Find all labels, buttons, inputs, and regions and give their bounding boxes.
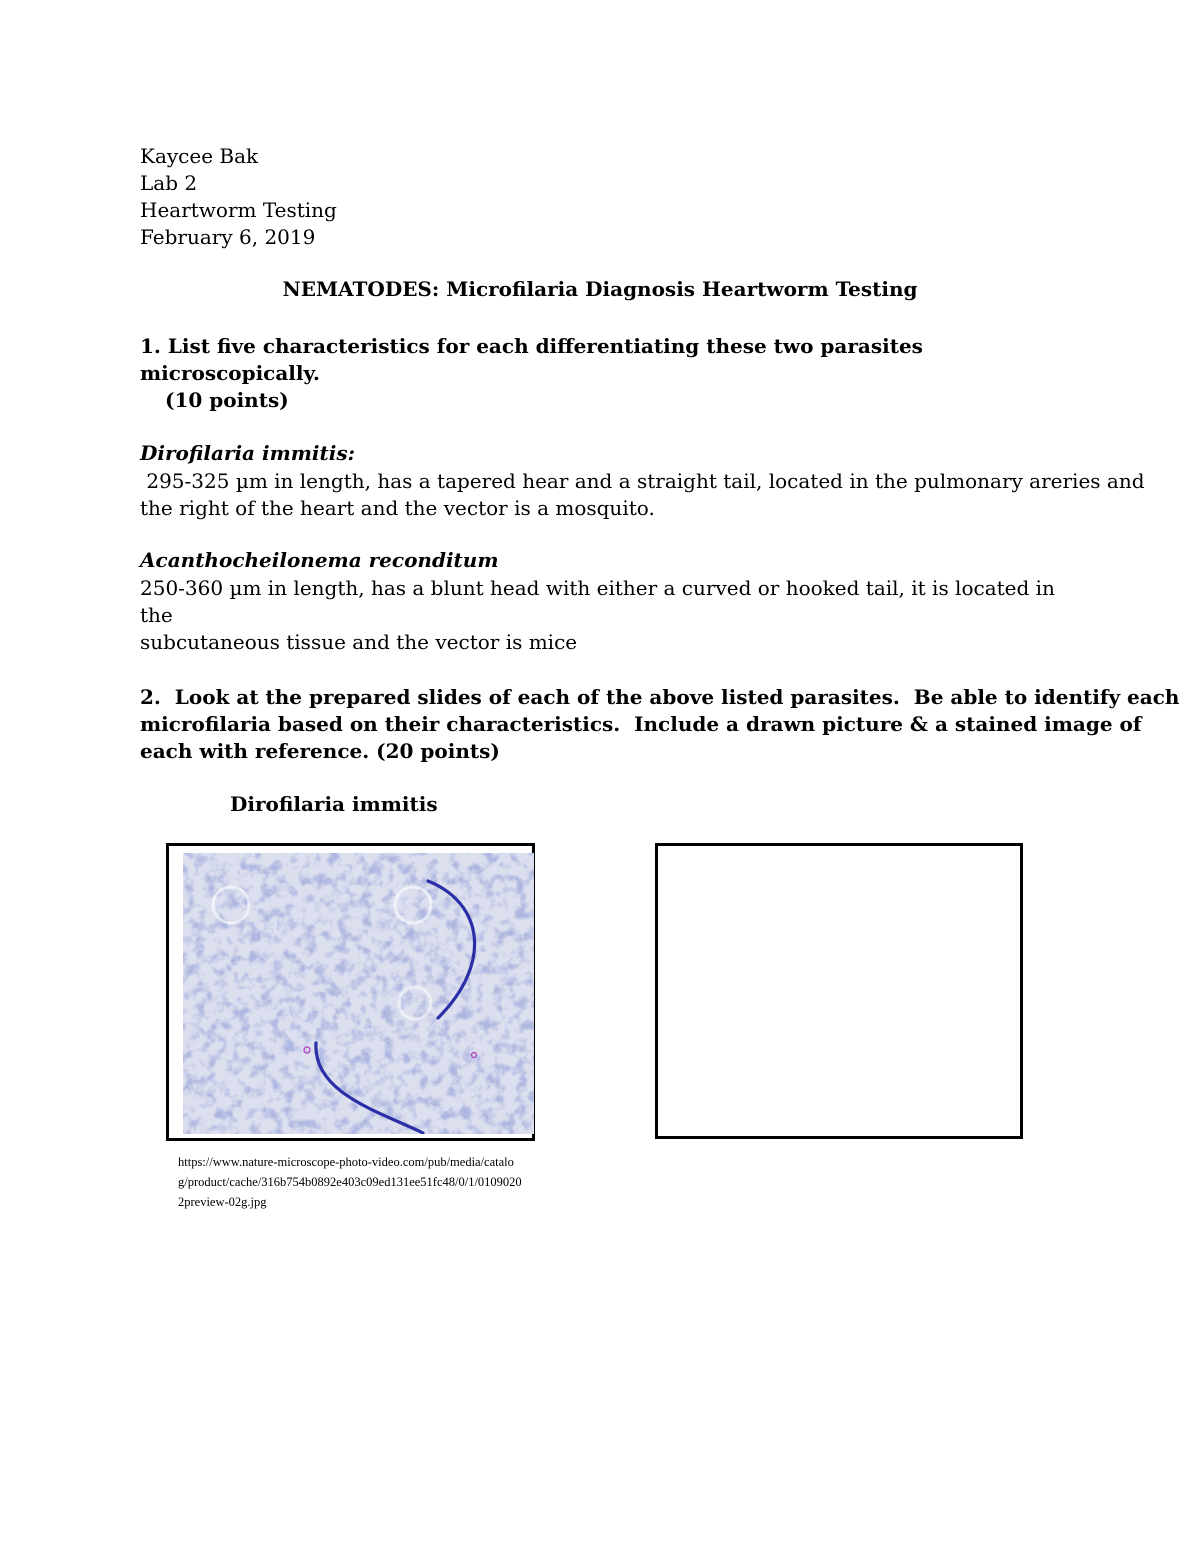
question-2-line-2: microfilaria based on their characteristics. Include a drawn picture & a stained image of <box>140 712 1142 736</box>
figure-caption: Dirofilaria immitis <box>230 792 438 816</box>
question-1-text: 1. List five characteristics for each differentiating these two parasites microscopically. <box>140 334 923 385</box>
document-title: NEMATODES: Microfilaria Diagnosis Heartworm Testing <box>282 277 918 301</box>
question-1 <box>140 333 1080 414</box>
species-1-line-1: 295-325 µm in length, has a tapered hear and a straight tail, located in the pulmonary areries and <box>140 469 1145 493</box>
stained-cells <box>183 853 534 1134</box>
species-2-name: Acanthocheilonema reconditum <box>140 548 499 572</box>
student-name: Kaycee Bak <box>140 144 259 168</box>
question-2-line-3: each with reference. (20 points) <box>140 739 500 763</box>
question-2 <box>140 684 1180 765</box>
stained-image-frame <box>166 843 535 1141</box>
drawing-frame <box>655 843 1023 1139</box>
species-1-name: Dirofilaria immitis: <box>140 441 355 465</box>
question-1-points: (10 points) <box>165 388 289 412</box>
species-2-description <box>140 575 1080 656</box>
species-1-description <box>140 468 1145 522</box>
species-2-line-1: 250-360 µm in length, has a blunt head with either a curved or hooked tail, it is located in the <box>140 576 1055 627</box>
question-2-line-1: 2. Look at the prepared slides of each of the above listed parasites. Be able to identify each <box>140 685 1180 709</box>
stained-microfilaria-image <box>183 853 534 1134</box>
species-2-line-2: subcutaneous tissue and the vector is mice <box>140 630 578 654</box>
image-reference: https://www.nature-microscope-photo-video.com/pub/media/catalog/product/cache/316b754b0892e403c09ed131ee51fc48/0/1/01090202preview-02g.jpg <box>178 1155 522 1209</box>
species-1-line-2: the right of the heart and the vector is a mosquito. <box>140 496 655 520</box>
lab-topic: Heartworm Testing <box>140 198 337 222</box>
document-date: February 6, 2019 <box>140 225 316 249</box>
lab-number: Lab 2 <box>140 171 198 195</box>
